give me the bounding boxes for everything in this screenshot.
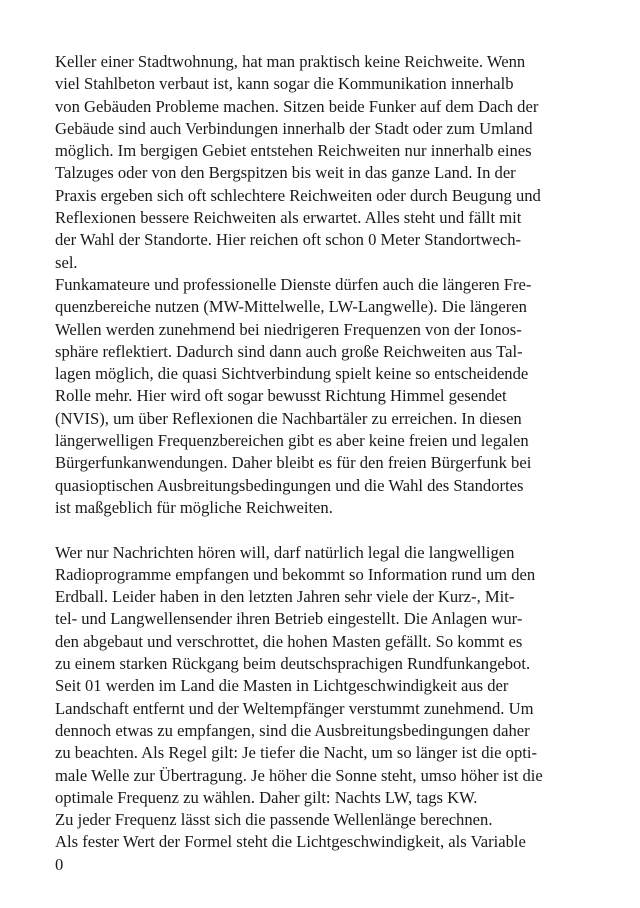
text-line: Zu jeder Frequenz lässt sich die passende Wellenlänge berechnen. [55, 810, 493, 830]
text-line: (NVIS), um über Reflexionen die Nachbartäler zu erreichen. In diesen [55, 408, 522, 428]
text-line: Radioprogramme empfangen und bekommt so Information rund um den [55, 564, 536, 584]
paragraph-formel [55, 831, 615, 876]
text-line: Talzuges oder von den Bergspitzen bis weit in das ganze Land. In der [55, 163, 516, 183]
text-line: Reflexionen bessere Reichweiten als erwartet. Alles steht und fällt mit [55, 208, 522, 228]
text-line: den abgebaut und verschrottet, die hohen Masten gefällt. So kommt es [55, 631, 523, 651]
text-line: Erdball. Leider haben in den letzten Jahren sehr viele der Kurz-, Mit- [55, 587, 515, 607]
text-line: ist maßgeblich für mögliche Reichweiten. [55, 497, 333, 517]
text-line: tel- und Langwellensender ihren Betrieb eingestellt. Die Anlagen wur- [55, 609, 523, 629]
text-line: Als fester Wert der Formel steht die Lichtgeschwindigkeit, als Variable [55, 832, 526, 852]
text-line: von Gebäuden Probleme machen. Sitzen beide Funker auf dem Dach der [55, 96, 539, 116]
text-line: sphäre reflektiert. Dadurch sind dann auch große Reichweiten aus Tal- [55, 341, 523, 361]
text-line: Praxis ergeben sich oft schlechtere Reichweiten oder durch Beugung und [55, 185, 541, 205]
text-line: Rolle mehr. Hier wird oft sogar bewusst Richtung Himmel gesendet [55, 386, 507, 406]
text-line: male Welle zur Übertragung. Je höher die Sonne steht, umso höher ist die [55, 765, 543, 785]
text-line: lagen möglich, die quasi Sichtverbindung spielt keine so entscheidende [55, 364, 529, 384]
text-line: dennoch etwas zu empfangen, sind die Ausbreitungsbedingungen daher [55, 720, 530, 740]
text-line: sel. [55, 252, 78, 272]
text-line: zu beachten. Als Regel gilt: Je tiefer die Nacht, um so länger ist die opti- [55, 743, 538, 763]
text-line: Funkamateure und professionelle Dienste dürfen auch die längeren Fre- [55, 274, 532, 294]
text-line: viel Stahlbeton verbaut ist, kann sogar die Kommunikation innerhalb [55, 74, 514, 94]
text-line: Bürgerfunkanwendungen. Daher bleibt es für den freien Bürgerfunk bei [55, 453, 532, 473]
paragraph-reichweite [55, 51, 615, 274]
text-line: der Wahl der Standorte. Hier reichen oft schon 0 Meter Standortwech- [55, 230, 522, 250]
text-line: optimale Frequenz zu wählen. Daher gilt: Nachts LW, tags KW. [55, 787, 478, 807]
text-line: längerwelligen Frequenzbereichen gibt es aber keine freien und legalen [55, 431, 529, 451]
paragraph-spacer [55, 519, 615, 541]
document-page [55, 51, 615, 876]
paragraph-funkamateure [55, 274, 615, 519]
text-line: möglich. Im bergigen Gebiet entstehen Reichweiten nur innerhalb eines [55, 141, 532, 161]
text-line: quenzbereiche nutzen (MW-Mittelwelle, LW-Langwelle). Die längeren [55, 297, 527, 317]
text-line: Keller einer Stadtwohnung, hat man praktisch keine Reichweite. Wenn [55, 52, 526, 71]
text-line: Seit 01 werden im Land die Masten in Lichtgeschwindigkeit aus der [55, 676, 509, 696]
text-line: quasioptischen Ausbreitungsbedingungen und die Wahl des Standortes [55, 475, 524, 495]
text-line: zu einem starken Rückgang beim deutschsprachigen Rundfunkangebot. [55, 654, 531, 674]
text-line: 0 [55, 854, 64, 874]
text-line: Wer nur Nachrichten hören will, darf natürlich legal die langwelligen [55, 542, 515, 562]
text-line: Landschaft entfernt und der Weltempfänger verstummt zunehmend. Um [55, 698, 534, 718]
paragraph-nachrichten [55, 542, 615, 810]
paragraph-wellenlaenge [55, 809, 615, 831]
text-line: Wellen werden zunehmend bei niedrigeren Frequenzen von der Ionos- [55, 319, 522, 339]
text-line: Gebäude sind auch Verbindungen innerhalb der Stadt oder zum Umland [55, 118, 533, 138]
